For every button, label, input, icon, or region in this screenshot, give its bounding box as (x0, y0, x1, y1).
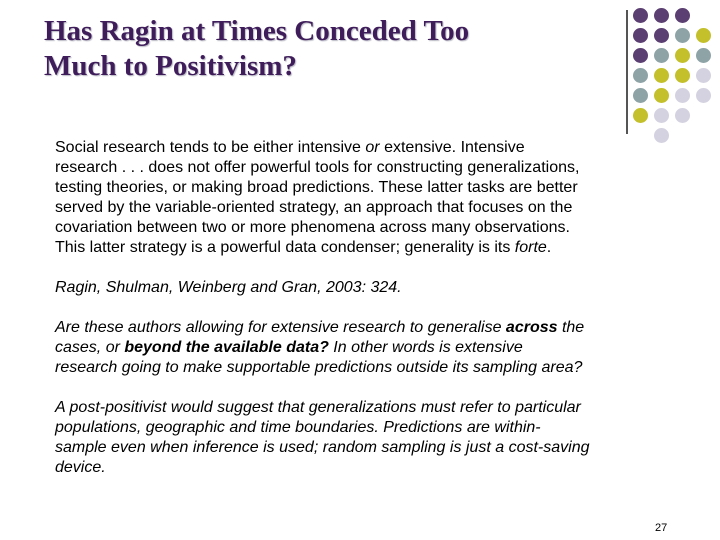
question-text: In other words is extensive (328, 339, 523, 356)
question-line: research going to make supportable predictions outside its sampling area? (55, 359, 583, 376)
slide-body (55, 138, 667, 478)
dot (675, 68, 690, 83)
dot (696, 28, 711, 43)
post-positivist-line: populations, geographic and time boundaries. Predictions are within- (55, 419, 541, 436)
question-emphasis: beyond the available data? (124, 339, 329, 356)
citation-text: Ragin, Shulman, Weinberg and Gran, 2003: 324. (55, 279, 402, 296)
quote-line (55, 238, 667, 258)
question-line (55, 318, 667, 338)
question-text: the (557, 319, 585, 336)
quote-emphasis: forte (514, 239, 547, 256)
quote-text: This latter strategy is a powerful data condenser; generality is its (55, 239, 515, 256)
slide-title (44, 14, 604, 84)
quote-line: research . . . does not offer powerful tools for constructing generalizations, (55, 159, 580, 176)
quote-line: served by the variable-oriented strategy, an approach that focuses on the (55, 199, 573, 216)
dot (633, 28, 648, 43)
dot (633, 48, 648, 63)
dot (675, 28, 690, 43)
question-text: cases, or (55, 339, 125, 356)
dot (654, 108, 669, 123)
dot (675, 8, 690, 23)
quote-text: Social research tends to be either intensive (55, 139, 366, 156)
dot (696, 88, 711, 103)
spacer (55, 378, 667, 398)
spacer (55, 258, 667, 278)
spacer (55, 298, 667, 318)
post-positivist-paragraph (55, 398, 667, 478)
question-paragraph (55, 318, 667, 378)
dot (675, 88, 690, 103)
question-text: Are these authors allowing for extensive research to generalise (55, 319, 506, 336)
dot (696, 48, 711, 63)
page-number: 27 (655, 522, 668, 534)
ragin-quote (55, 138, 667, 258)
quote-emphasis: or (365, 139, 380, 156)
dot (654, 68, 669, 83)
question-emphasis: across (505, 319, 558, 336)
post-positivist-line: A post-positivist would suggest that generalizations must refer to particular (55, 399, 581, 416)
quote-line (55, 138, 667, 158)
quote-text: . (546, 239, 552, 256)
dot (633, 68, 648, 83)
citation (55, 278, 667, 298)
dot (654, 8, 669, 23)
title-line-1: Has Ragin at Times Conceded Too (44, 15, 470, 47)
dot (633, 108, 648, 123)
quote-line: covariation between two or more phenomena across many observations. (55, 219, 570, 236)
title-line-2: Much to Positivism? (44, 50, 297, 82)
quote-text: extensive. Intensive (379, 139, 525, 156)
dot (633, 88, 648, 103)
dot (633, 8, 648, 23)
question-line (55, 338, 667, 358)
dot (696, 68, 711, 83)
dot (675, 108, 690, 123)
dot (654, 88, 669, 103)
post-positivist-line: device. (55, 459, 106, 476)
dot (654, 28, 669, 43)
decorative-divider (626, 10, 628, 134)
post-positivist-line: sample even when inference is used; random sampling is just a cost-saving (55, 439, 590, 456)
quote-line: testing theories, or making broad predictions. These latter tasks are better (55, 179, 578, 196)
dot (654, 48, 669, 63)
dot (675, 48, 690, 63)
